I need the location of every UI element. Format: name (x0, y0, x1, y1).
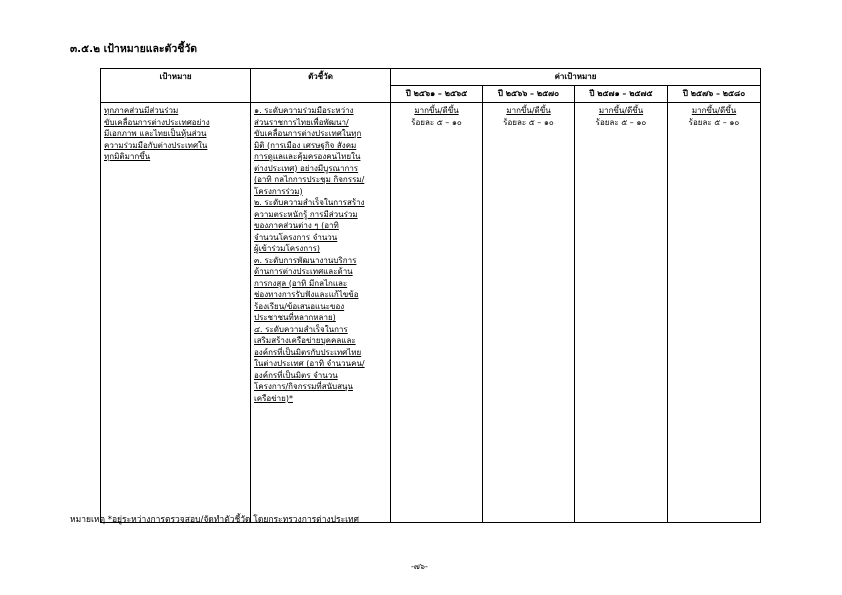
target-direction: มากขึ้น/ดีขึ้น (414, 106, 459, 115)
goal-line: ทุกมิติมากขึ้น (104, 152, 151, 161)
goals-table (100, 68, 761, 523)
page-number: -๗๖- (411, 562, 428, 571)
indicator-line: ประชาชนที่หลากหลาย) (254, 313, 336, 322)
indicator-line: ในต่างประเทศ (อาทิ จำนวนคน/ (254, 359, 365, 368)
target-direction: มากขึ้น/ดีขึ้น (691, 106, 737, 115)
footnote: หมายเหตุ *อยู่ระหว่างการตรวจสอบ/จัดทำตัวชี้วัด โดยกระทรวงการต่างประเทศ (70, 515, 360, 525)
indicator-line: องค์กรที่เป็นมิตรกับประเทศไทย (254, 347, 362, 357)
goal-line: ขับเคลื่อนการต่างประเทศอย่าง (104, 117, 210, 127)
indicator-line: ๓. ระดับการพัฒนางานบริการ (254, 255, 357, 265)
indicator-line: การดูแลและคุ้มครองคนไทยใน (254, 152, 361, 161)
header-year-2: ปี ๒๕๖๖ – ๒๕๗๐ (483, 86, 575, 103)
table-row (101, 103, 761, 523)
indicator-line: เครือข่าย)* (254, 393, 293, 403)
target-direction: มากขึ้น/ดีขึ้น (506, 106, 551, 115)
target-percent: ร้อยละ ๕ – ๑๐ (411, 117, 462, 127)
indicator-line: ๔. ระดับความสำเร็จในการ (254, 324, 348, 334)
indicator-line: ขับเคลื่อนการต่างประเทศในทุก (254, 129, 362, 138)
indicator-line: โครงการร่วม) (254, 186, 303, 196)
indicator-line: ช่องทางการรับฟังและแก้ไขข้อ (254, 290, 359, 299)
indicator-line: การกงสุล (อาทิ มีกลไกและ (254, 278, 348, 288)
indicator-line: (อาทิ กลไกการประชุม กิจกรรม/ (254, 175, 365, 184)
indicator-line: เสริมสร้างเครือข่ายบุคคลและ (254, 336, 356, 345)
target-percent: ร้อยละ ๕ – ๑๐ (688, 117, 740, 127)
header-year-1: ปี ๒๕๖๑ – ๒๕๖๕ (391, 86, 483, 103)
goal-line: มีเอกภาพ และไทยเป็นหุ้นส่วน (104, 129, 207, 138)
target-cell-year-1 (391, 103, 483, 523)
indicator-line: ๑. ระดับความร่วมมือระหว่าง (254, 106, 354, 115)
section-heading: ๓.๕.๒ เป้าหมายและตัวชี้วัด (70, 43, 198, 55)
indicator-line: ของภาคส่วนต่าง ๆ (อาทิ (254, 221, 339, 230)
indicator-line: ร้องเรียน/ข้อเสนอแนะของ (254, 301, 345, 311)
indicator-line: องค์กรที่เป็นมิตร จำนวน (254, 370, 338, 380)
target-direction: มากขึ้น/ดีขึ้น (598, 106, 644, 115)
indicator-cell (251, 103, 391, 523)
indicator-line: ผู้เข้าร่วมโครงการ) (254, 244, 321, 253)
target-cell-year-2 (483, 103, 575, 523)
goal-line: ทุกภาคส่วนมีส่วนร่วม (104, 106, 179, 115)
goal-cell (101, 103, 251, 523)
indicator-line: โครงการ/กิจกรรมที่สนับสนุน (254, 382, 353, 391)
indicator-line: มิติ (การเมือง เศรษฐกิจ สังคม (254, 140, 357, 150)
target-cell-year-3 (575, 103, 668, 523)
header-indicator: ตัวชี้วัด (251, 69, 391, 103)
indicator-line: ด้านการต่างประเทศและด้าน (254, 267, 353, 276)
header-year-3: ปี ๒๕๗๑ – ๒๕๗๕ (575, 86, 668, 103)
header-goal: เป้าหมาย (101, 69, 251, 103)
indicator-line: ต่างประเทศ) อย่างมีบูรณาการ (254, 163, 359, 173)
header-target: ค่าเป้าหมาย (391, 69, 761, 86)
table-header-row (101, 69, 761, 86)
target-cell-year-4 (668, 103, 761, 523)
indicator-line: ส่วนราชการไทยเพื่อพัฒนา/ (254, 117, 349, 127)
target-percent: ร้อยละ ๕ – ๑๐ (503, 117, 554, 127)
indicator-line: ความตระหนักรู้ การมีส่วนร่วม (254, 209, 358, 219)
indicator-line: ๒. ระดับความสำเร็จในการสร้าง (254, 198, 365, 207)
header-year-4: ปี ๒๕๗๖ – ๒๕๘๐ (668, 86, 761, 103)
goal-line: ความร่วมมือกับต่างประเทศใน (104, 140, 208, 150)
indicator-line: จำนวนโครงการ จำนวน (254, 232, 338, 242)
target-percent: ร้อยละ ๕ – ๑๐ (595, 117, 647, 127)
